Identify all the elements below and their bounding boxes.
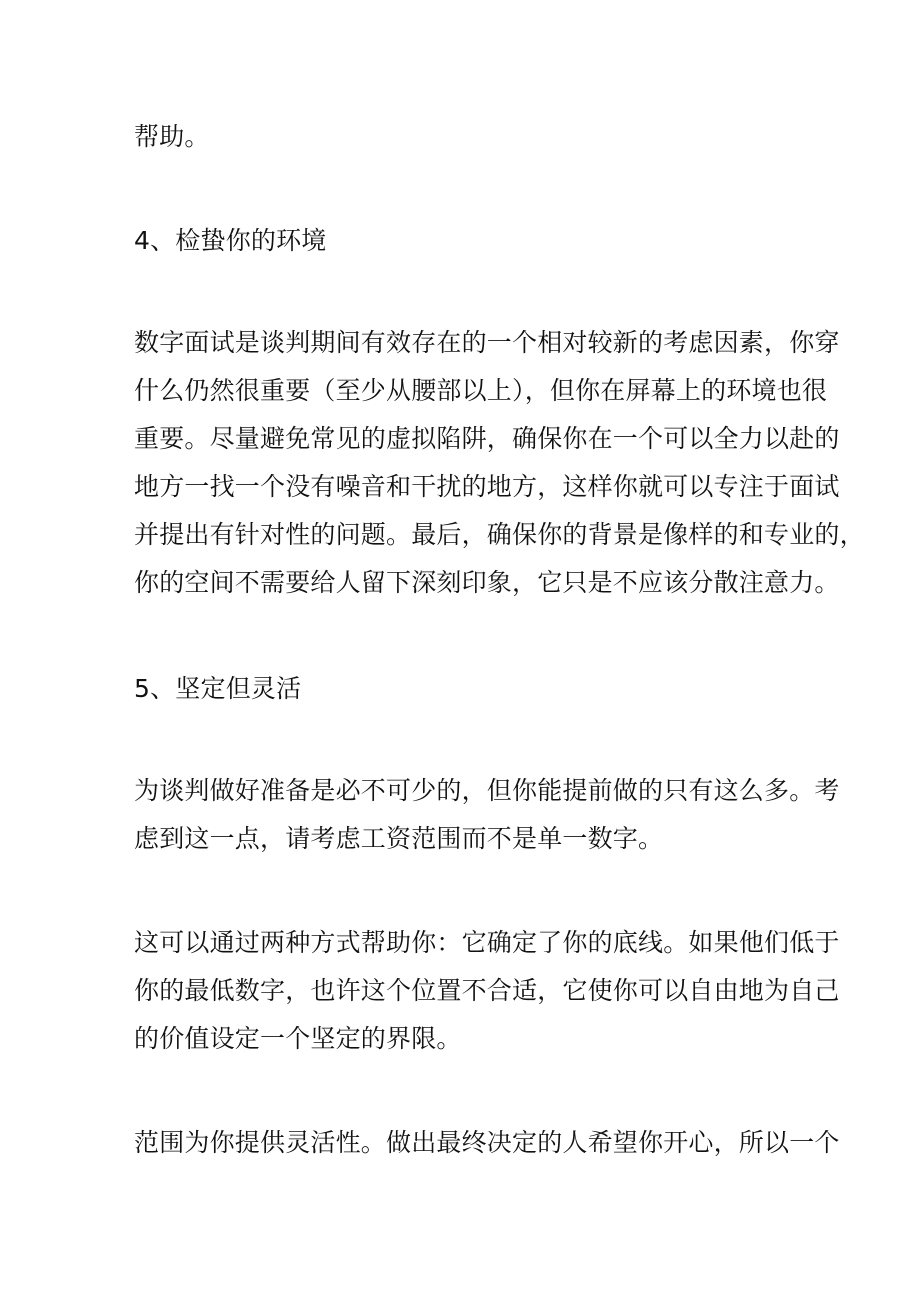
section-heading-4: 4、检蛰你的环境 (134, 226, 327, 255)
paragraph-two-ways-line-1: 这可以通过两种方式帮助你：它确定了你的底线。如果他们低于 (134, 928, 840, 957)
paragraph-environment-line-2: 什么仍然很重要（至少从腰部以上），但你在屏幕上的环境也很 (134, 376, 828, 405)
paragraph-intro-end-line-1: 帮助。 (134, 122, 210, 151)
section-heading-5: 5、坚定但灵活 (134, 674, 302, 703)
paragraph-environment-line-5: 并提出有针对性的问题。最后，确保你的背景是像样的和专业的， (134, 520, 865, 549)
paragraph-two-ways-line-2: 你的最低数字，也许这个位置不合适，它使你可以自由地为自己 (134, 976, 840, 1005)
paragraph-environment-line-1: 数字面试是谈判期间有效存在的一个相对较新的考虑因素，你穿 (134, 328, 840, 357)
paragraph-environment-line-3: 重要。尽量避免常见的虚拟陷阱，确保你在一个可以全力以赴的 (134, 424, 840, 453)
paragraph-two-ways-line-3: 的价值设定一个坚定的界限。 (134, 1024, 462, 1053)
paragraph-prepare-line-2: 虑到这一点，请考虑工资范围而不是单一数字。 (134, 824, 664, 853)
paragraph-prepare-line-1: 为谈判做好准备是必不可少的，但你能提前做的只有这么多。考 (134, 776, 840, 805)
paragraph-environment-line-6: 你的空间不需要给人留下深刻印象，它只是不应该分散注意力。 (134, 568, 840, 597)
paragraph-flexibility-line-1: 范围为你提供灵活性。做出最终决定的人希望你开心，所以一个 (134, 1128, 840, 1157)
paragraph-environment-line-4: 地方一找一个没有噪音和干扰的地方，这样你就可以专注于面试 (134, 472, 840, 501)
